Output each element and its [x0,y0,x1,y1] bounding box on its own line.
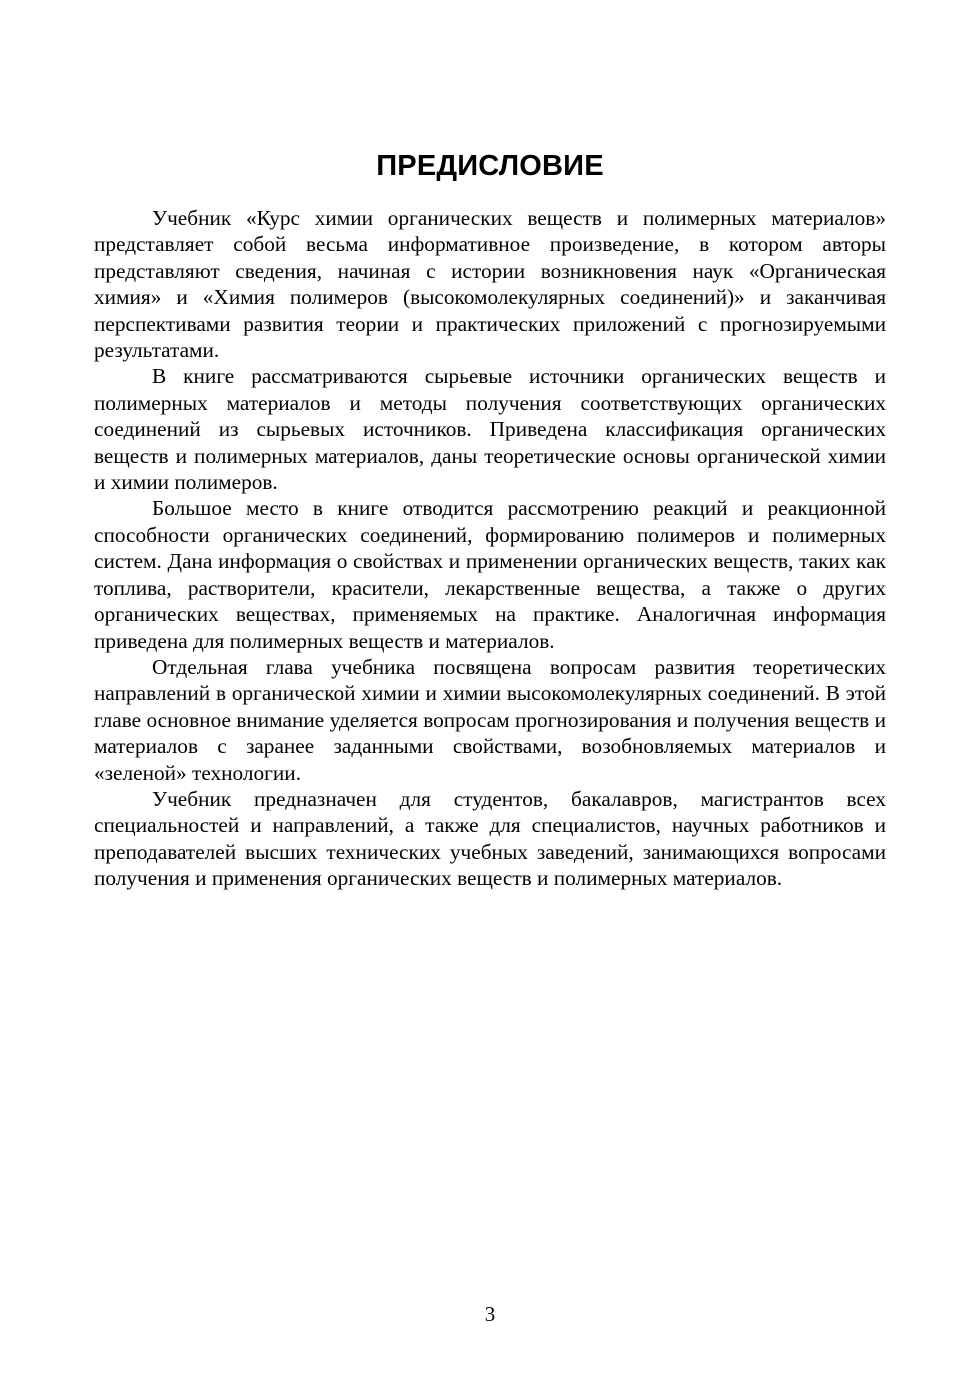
page-title: ПРЕДИСЛОВИЕ [376,150,604,182]
page-number: 3 [484,1302,496,1326]
preface-body [94,205,886,892]
paragraph-5: Учебник предназначен для студентов, бакалавров, магистрантов всех специальностей и направлений, а также для специалистов, научных работников и преподавателей высших технических учебных заведений, занимающихся вопросами получения и применения органических веществ и полимерных материалов. [94,786,886,891]
paragraph-3: Большое место в книге отводится рассмотрению реакций и реакционной способности органических соединений, формированию полимеров и полимерных систем. Дана информация о свойствах и применении органических веществ, таких как топлива, растворители, красители, лекарственные вещества, а также о других органических веществах, применяемых на практике. Аналогичная информация приведена для полимерных веществ и материалов. [94,496,886,653]
paragraph-4: Отдельная глава учебника посвящена вопросам развития теоретических направлений в органической химии и химии высокомолекулярных соединений. В этой главе основное внимание уделяется вопросам прогнозирования и получения веществ и материалов с заранее заданными свойствами, возобновляемых материалов и «зеленой» технологии. [94,654,886,785]
paragraph-1: Учебник «Курс химии органических веществ и полимерных материалов» представляет собой весьма информативное произведение, в котором авторы представляют сведения, начиная с истории возникновения наук «Органическая химия» и «Химия полимеров (высокомолекулярных соединений)» и заканчивая перспективами развития теории и практических приложений с прогнозируемыми результатами. [94,206,886,363]
paragraph-2: В книге рассматриваются сырьевые источники органических веществ и полимерных материалов и методы получения соответствующих органических соединений из сырьевых источников. Приведена классификация органических веществ и полимерных материалов, даны теоретические основы органической химии и химии полимеров. [94,364,886,495]
